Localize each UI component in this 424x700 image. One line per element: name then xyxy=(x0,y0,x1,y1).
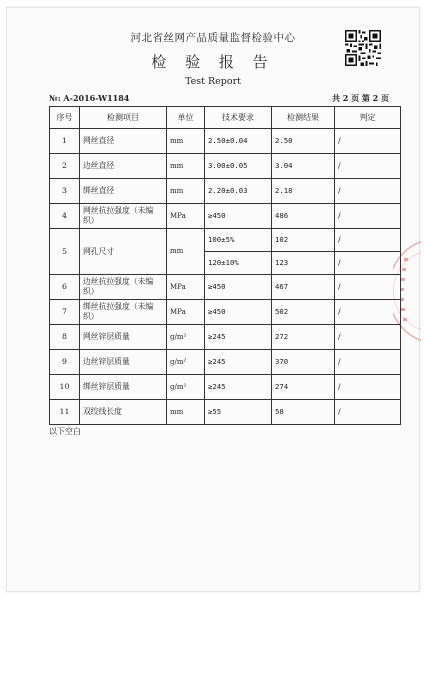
cell-unit: g/m² xyxy=(167,350,205,375)
cell-verdict: / xyxy=(335,252,401,275)
table-header-row xyxy=(50,107,401,129)
cell-requirement: ≥450 xyxy=(205,300,272,325)
cell-no: 5 xyxy=(50,229,80,275)
cell-unit: mm xyxy=(167,400,205,425)
cell-unit: MPa xyxy=(167,300,205,325)
cell-item: 网丝锌层质量 xyxy=(80,325,167,350)
cell-result: 502 xyxy=(272,300,335,325)
cell-requirement: ≥450 xyxy=(205,204,272,229)
cell-result: 102 xyxy=(272,229,335,252)
blank-below-note: 以下空白 xyxy=(49,427,81,436)
cell-result: 467 xyxy=(272,275,335,300)
cell-result: 272 xyxy=(272,325,335,350)
cell-unit: g/m² xyxy=(167,325,205,350)
cell-result: 3.04 xyxy=(272,154,335,179)
cell-item: 边丝直径 xyxy=(80,154,167,179)
cell-verdict: / xyxy=(335,325,401,350)
table-row xyxy=(50,229,401,252)
cell-no: 7 xyxy=(50,300,80,325)
cell-unit: g/m² xyxy=(167,375,205,400)
table-row xyxy=(50,325,401,350)
qr-code-icon xyxy=(345,30,381,66)
cell-verdict: / xyxy=(335,375,401,400)
cell-no: 6 xyxy=(50,275,80,300)
cell-result: 274 xyxy=(272,375,335,400)
cell-verdict: / xyxy=(335,129,401,154)
col-header-no: 序号 xyxy=(50,107,80,129)
table-row xyxy=(50,204,401,229)
cell-verdict: / xyxy=(335,275,401,300)
table-row xyxy=(50,179,401,204)
cell-no: 10 xyxy=(50,375,80,400)
cell-item: 边丝锌层质量 xyxy=(80,350,167,375)
cell-verdict: / xyxy=(335,300,401,325)
cell-item: 绑丝抗拉强度（未编织） xyxy=(80,300,167,325)
cell-item: 绑丝直径 xyxy=(80,179,167,204)
cell-verdict: / xyxy=(335,229,401,252)
cell-requirement: 2.20±0.03 xyxy=(205,179,272,204)
cell-verdict: / xyxy=(335,179,401,204)
cell-result: 370 xyxy=(272,350,335,375)
col-header-result: 检测结果 xyxy=(272,107,335,129)
cell-no: 9 xyxy=(50,350,80,375)
table-row xyxy=(50,129,401,154)
table-row xyxy=(50,375,401,400)
cell-unit: mm xyxy=(167,179,205,204)
page-info: 共 2 页 第 2 页 xyxy=(331,93,389,103)
cell-result: 123 xyxy=(272,252,335,275)
cell-item: 网丝抗拉强度（未编织） xyxy=(80,204,167,229)
cell-requirement: ≥55 xyxy=(205,400,272,425)
cell-requirement: 100±5% xyxy=(205,229,272,252)
cell-no: 4 xyxy=(50,204,80,229)
cell-result: 2.50 xyxy=(272,129,335,154)
report-number: №: A-2016-W1184 xyxy=(49,93,130,103)
report-page xyxy=(6,7,420,592)
report-subtitle: Test Report xyxy=(185,76,241,87)
cell-item: 网孔尺寸 xyxy=(80,229,167,275)
table-row xyxy=(50,300,401,325)
cell-no: 3 xyxy=(50,179,80,204)
cell-no: 8 xyxy=(50,325,80,350)
cell-requirement: 2.50±0.04 xyxy=(205,129,272,154)
cell-result: 58 xyxy=(272,400,335,425)
cell-requirement: ≥245 xyxy=(205,350,272,375)
cell-requirement: ≥245 xyxy=(205,325,272,350)
cell-item: 边丝抗拉强度（未编织） xyxy=(80,275,167,300)
table-row xyxy=(50,154,401,179)
table-row xyxy=(50,350,401,375)
col-header-requirement: 技术要求 xyxy=(205,107,272,129)
col-header-verdict: 判定 xyxy=(335,107,401,129)
report-title: 检 验 报 告 xyxy=(151,53,275,71)
cell-item: 网丝直径 xyxy=(80,129,167,154)
cell-result: 486 xyxy=(272,204,335,229)
table-row xyxy=(50,275,401,300)
cell-result: 2.18 xyxy=(272,179,335,204)
organization-name: 河北省丝网产品质量监督检验中心 xyxy=(130,32,296,44)
cell-verdict: / xyxy=(335,400,401,425)
cell-item: 双绞线长度 xyxy=(80,400,167,425)
cell-no: 2 xyxy=(50,154,80,179)
cell-requirement: ≥450 xyxy=(205,275,272,300)
col-header-unit: 单位 xyxy=(167,107,205,129)
cell-no: 11 xyxy=(50,400,80,425)
table-row xyxy=(50,400,401,425)
cell-unit: MPa xyxy=(167,204,205,229)
cell-item: 绑丝锌层质量 xyxy=(80,375,167,400)
cell-verdict: / xyxy=(335,204,401,229)
col-header-item: 检测项目 xyxy=(80,107,167,129)
cell-unit: mm xyxy=(167,154,205,179)
cell-no: 1 xyxy=(50,129,80,154)
results-table xyxy=(49,106,401,425)
cell-verdict: / xyxy=(335,154,401,179)
cell-unit: mm xyxy=(167,129,205,154)
cell-verdict: / xyxy=(335,350,401,375)
cell-requirement: 3.00±0.05 xyxy=(205,154,272,179)
cell-requirement: ≥245 xyxy=(205,375,272,400)
cell-unit: MPa xyxy=(167,275,205,300)
cell-unit: mm xyxy=(167,229,205,275)
cell-requirement: 120±10% xyxy=(205,252,272,275)
